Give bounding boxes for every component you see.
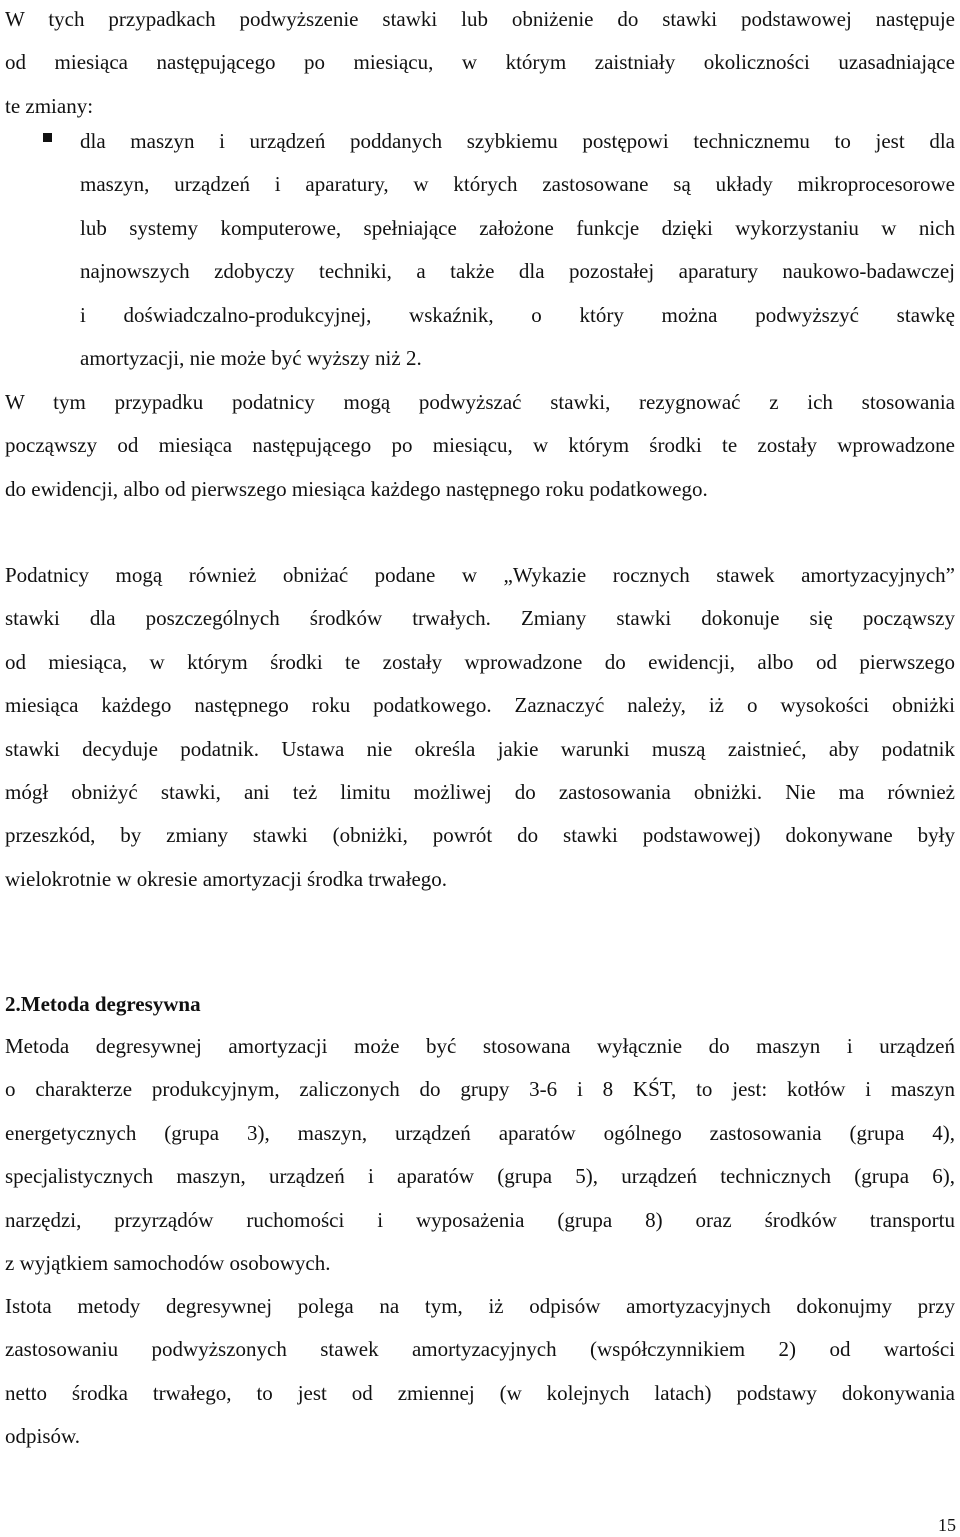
text-line: Istota metody degresywnej polega na tym, iż odpisów amortyzacyjnych dokonujmy przy <box>5 1294 955 1318</box>
paragraph-degressive-scope <box>5 1025 955 1285</box>
text-line: maszyn, urządzeń i aparatury, w których zastosowane są układy mikroprocesorowe <box>80 172 955 197</box>
text-line: od miesiąca, w którym środki te zostały wprowadzone do ewidencji, albo od pierwszego <box>5 649 955 674</box>
text-line: Metoda degresywnej amortyzacji może być stosowana wyłącznie do maszyn i urządzeń <box>5 1034 955 1058</box>
text-line: Podatnicy mogą również obniżać podane w „Wykazie rocznych stawek amortyzacyjnych” <box>5 563 955 587</box>
text-line: energetycznych (grupa 3), maszyn, urządzeń aparatów ogólnego zastosowania (grupa 4), <box>5 1120 955 1145</box>
bullet-text <box>80 120 955 380</box>
text-line: odpisów. <box>5 1424 81 1449</box>
text-line: o charakterze produkcyjnym, zaliczonych do grupy 3-6 i 8 KŚT, to jest: kotłów i maszyn <box>5 1077 955 1102</box>
text-line: i doświadczalno-produkcyjnej, wskaźnik, o który można podwyższyć stawkę <box>80 302 955 327</box>
text-line: miesiąca każdego następnego roku podatkowego. Zaznaczyć należy, iż o wysokości obniżki <box>5 693 955 718</box>
text-line: począwszy od miesiąca następującego po miesiącu, w którym środki te zostały wprowadzone <box>5 433 955 458</box>
text-line: te zmiany: <box>5 93 94 118</box>
text-line: W tych przypadkach podwyższenie stawki lub obniżenie do stawki podstawowej następuje <box>5 7 955 31</box>
text-line: specjalistycznych maszyn, urządzeń i aparatów (grupa 5), urządzeń technicznych (grupa 6), <box>5 1164 955 1189</box>
text-line: z wyjątkiem samochodów osobowych. <box>5 1251 331 1276</box>
text-line: od miesiąca następującego po miesiącu, w którym zaistniały okoliczności uzasadniające <box>5 50 955 75</box>
text-line: do ewidencji, albo od pierwszego miesiąca każdego następnego roku podatkowego. <box>5 476 708 501</box>
paragraph-degressive-essence <box>5 1285 955 1459</box>
text-line: zastosowaniu podwyższonych stawek amortyzacyjnych (współczynnikiem 2) od wartości <box>5 1337 955 1362</box>
paragraph-raising-rates <box>5 381 955 511</box>
text-line: lub systemy komputerowe, spełniające założone funkcje dzięki wykorzystaniu w nich <box>80 215 955 240</box>
section-heading: 2.Metoda degresywna <box>5 992 201 1016</box>
text-line: mógł obniżyć stawki, ani też limitu możliwej do zastosowania obniżki. Nie ma również <box>5 780 955 805</box>
text-line: netto środka trwałego, to jest od zmiennej (w kolejnych latach) podstawy dokonywania <box>5 1380 955 1405</box>
square-bullet-icon <box>43 133 52 142</box>
text-line: amortyzacji, nie może być wyższy niż 2. <box>80 346 422 371</box>
paragraph-rate-change-timing <box>5 0 955 128</box>
text-line: przeszkód, by zmiany stawki (obniżki, powrót do stawki podstawowej) dokonywane były <box>5 823 955 848</box>
text-line: najnowszych zdobyczy techniki, a także dla pozostałej aparatury naukowo-badawczej <box>80 259 955 284</box>
page-number: 15 <box>938 1515 956 1535</box>
text-line: narzędzi, przyrządów ruchomości i wyposażenia (grupa 8) oraz środków transportu <box>5 1207 955 1232</box>
text-line: stawki dla poszczególnych środków trwałych. Zmiany stawki dokonuje się począwszy <box>5 606 955 631</box>
text-line: stawki decyduje podatnik. Ustawa nie określa jakie warunki muszą zaistnieć, aby podatnik <box>5 736 955 761</box>
text-line: dla maszyn i urządzeń poddanych szybkiemu postępowi technicznemu to jest dla <box>80 129 955 153</box>
paragraph-lowering-rates <box>5 554 955 901</box>
text-line: wielokrotnie w okresie amortyzacji środka trwałego. <box>5 866 448 891</box>
text-line: W tym przypadku podatnicy mogą podwyższać stawki, rezygnować z ich stosowania <box>5 390 955 414</box>
